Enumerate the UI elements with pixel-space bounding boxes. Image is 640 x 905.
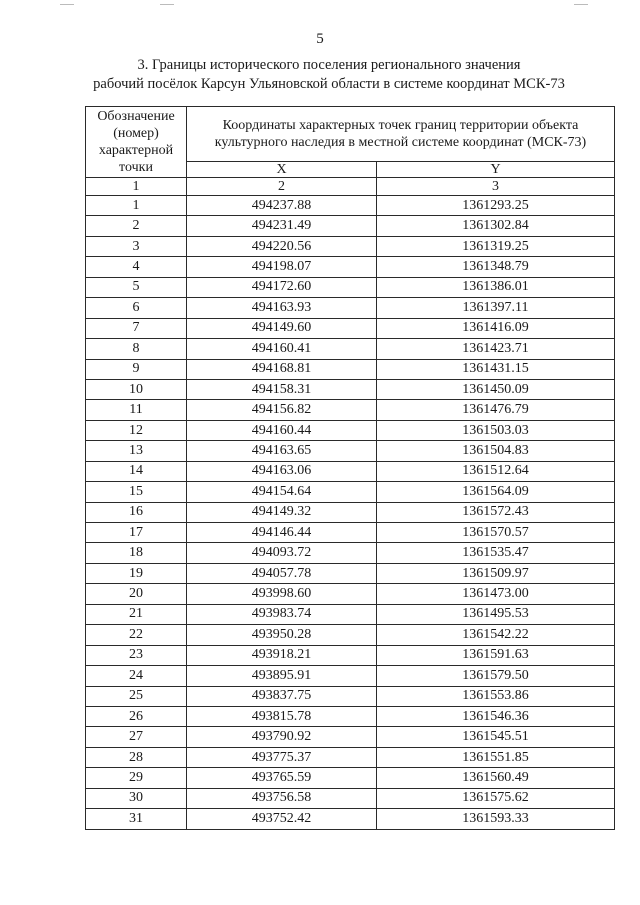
point-number-cell: 28 <box>86 747 187 767</box>
point-number-cell: 2 <box>86 216 187 236</box>
x-coordinate-cell: 493918.21 <box>187 645 377 665</box>
point-number-cell: 20 <box>86 584 187 604</box>
y-coordinate-cell: 1361579.50 <box>377 666 615 686</box>
y-coordinate-cell: 1361593.33 <box>377 809 615 829</box>
table-row <box>86 768 615 788</box>
table-row <box>86 706 615 726</box>
y-coordinate-cell: 1361473.00 <box>377 584 615 604</box>
point-number-cell: 17 <box>86 523 187 543</box>
point-number-cell: 29 <box>86 768 187 788</box>
y-coordinate-cell: 1361319.25 <box>377 236 615 256</box>
header-coordinates: Координаты характерных точек границ территории объекта культурного наследия в местной системе координат (МСК-73) <box>187 107 615 162</box>
x-coordinate-cell: 494237.88 <box>187 196 377 216</box>
table-row <box>86 625 615 645</box>
table-row <box>86 420 615 440</box>
x-coordinate-cell: 493790.92 <box>187 727 377 747</box>
table-row <box>86 318 615 338</box>
x-coordinate-cell: 494146.44 <box>187 523 377 543</box>
table-row <box>86 257 615 277</box>
x-coordinate-cell: 493756.58 <box>187 788 377 808</box>
y-coordinate-cell: 1361416.09 <box>377 318 615 338</box>
table-row <box>86 563 615 583</box>
x-coordinate-cell: 494158.31 <box>187 379 377 399</box>
point-number-cell: 25 <box>86 686 187 706</box>
column-number: 1 <box>86 178 187 196</box>
column-number: 3 <box>377 178 615 196</box>
y-coordinate-cell: 1361572.43 <box>377 502 615 522</box>
title-line-2: рабочий посёлок Карсун Ульяновской области в системе координат МСК-73 <box>93 76 565 92</box>
x-coordinate-cell: 494149.60 <box>187 318 377 338</box>
table-body <box>86 196 615 830</box>
x-coordinate-cell: 494149.32 <box>187 502 377 522</box>
point-number-cell: 8 <box>86 339 187 359</box>
table-row <box>86 502 615 522</box>
y-coordinate-cell: 1361302.84 <box>377 216 615 236</box>
y-coordinate-cell: 1361476.79 <box>377 400 615 420</box>
y-coordinate-cell: 1361535.47 <box>377 543 615 563</box>
x-coordinate-cell: 493837.75 <box>187 686 377 706</box>
x-coordinate-cell: 493815.78 <box>187 706 377 726</box>
table-row <box>86 277 615 297</box>
x-coordinate-cell: 494093.72 <box>187 543 377 563</box>
y-coordinate-cell: 1361503.03 <box>377 420 615 440</box>
y-coordinate-cell: 1361512.64 <box>377 461 615 481</box>
point-number-cell: 6 <box>86 298 187 318</box>
header-x: X <box>187 162 377 178</box>
y-coordinate-cell: 1361553.86 <box>377 686 615 706</box>
point-number-cell: 31 <box>86 809 187 829</box>
y-coordinate-cell: 1361293.25 <box>377 196 615 216</box>
y-coordinate-cell: 1361423.71 <box>377 339 615 359</box>
x-coordinate-cell: 493983.74 <box>187 604 377 624</box>
point-number-cell: 21 <box>86 604 187 624</box>
point-number-cell: 23 <box>86 645 187 665</box>
scan-artifact <box>574 4 588 5</box>
table-row <box>86 216 615 236</box>
x-coordinate-cell: 494168.81 <box>187 359 377 379</box>
x-coordinate-cell: 494057.78 <box>187 563 377 583</box>
document-title <box>40 56 618 94</box>
table-row <box>86 461 615 481</box>
y-coordinate-cell: 1361570.57 <box>377 523 615 543</box>
scan-artifact <box>60 4 74 5</box>
point-number-cell: 11 <box>86 400 187 420</box>
table-row <box>86 747 615 767</box>
point-number-cell: 19 <box>86 563 187 583</box>
y-coordinate-cell: 1361575.62 <box>377 788 615 808</box>
column-number: 2 <box>187 178 377 196</box>
table-row <box>86 788 615 808</box>
point-number-cell: 9 <box>86 359 187 379</box>
x-coordinate-cell: 493998.60 <box>187 584 377 604</box>
point-number-cell: 14 <box>86 461 187 481</box>
point-number-cell: 27 <box>86 727 187 747</box>
point-number-cell: 1 <box>86 196 187 216</box>
y-coordinate-cell: 1361564.09 <box>377 482 615 502</box>
y-coordinate-cell: 1361546.36 <box>377 706 615 726</box>
point-number-cell: 7 <box>86 318 187 338</box>
table-row <box>86 584 615 604</box>
point-number-cell: 12 <box>86 420 187 440</box>
x-coordinate-cell: 494220.56 <box>187 236 377 256</box>
y-coordinate-cell: 1361495.53 <box>377 604 615 624</box>
page-number: 5 <box>316 31 324 47</box>
point-number-cell: 5 <box>86 277 187 297</box>
header-y: Y <box>377 162 615 178</box>
x-coordinate-cell: 494163.65 <box>187 441 377 461</box>
table-row <box>86 298 615 318</box>
point-number-cell: 24 <box>86 666 187 686</box>
table-row <box>86 686 615 706</box>
column-number-row <box>86 178 615 196</box>
x-coordinate-cell: 493775.37 <box>187 747 377 767</box>
y-coordinate-cell: 1361386.01 <box>377 277 615 297</box>
x-coordinate-cell: 493765.59 <box>187 768 377 788</box>
x-coordinate-cell: 493895.91 <box>187 666 377 686</box>
table-row <box>86 482 615 502</box>
x-coordinate-cell: 493950.28 <box>187 625 377 645</box>
y-coordinate-cell: 1361431.15 <box>377 359 615 379</box>
x-coordinate-cell: 494172.60 <box>187 277 377 297</box>
y-coordinate-cell: 1361560.49 <box>377 768 615 788</box>
table-row <box>86 339 615 359</box>
y-coordinate-cell: 1361591.63 <box>377 645 615 665</box>
point-number-cell: 18 <box>86 543 187 563</box>
scan-artifact <box>160 4 174 5</box>
table-row <box>86 236 615 256</box>
table-row <box>86 727 615 747</box>
title-line-1: 3. Границы исторического поселения регионального значения <box>137 57 521 73</box>
x-coordinate-cell: 494160.44 <box>187 420 377 440</box>
table-row <box>86 666 615 686</box>
table-row <box>86 196 615 216</box>
coordinates-table <box>85 106 615 830</box>
y-coordinate-cell: 1361504.83 <box>377 441 615 461</box>
y-coordinate-cell: 1361551.85 <box>377 747 615 767</box>
point-number-cell: 13 <box>86 441 187 461</box>
table-row <box>86 543 615 563</box>
x-coordinate-cell: 494163.93 <box>187 298 377 318</box>
x-coordinate-cell: 494198.07 <box>187 257 377 277</box>
table-row <box>86 359 615 379</box>
y-coordinate-cell: 1361542.22 <box>377 625 615 645</box>
table-row <box>86 809 615 829</box>
point-number-cell: 30 <box>86 788 187 808</box>
header-designation: Обозначение (номер) характерной точки <box>86 107 187 178</box>
table-row <box>86 441 615 461</box>
x-coordinate-cell: 494160.41 <box>187 339 377 359</box>
table-row <box>86 523 615 543</box>
y-coordinate-cell: 1361509.97 <box>377 563 615 583</box>
y-coordinate-cell: 1361348.79 <box>377 257 615 277</box>
point-number-cell: 4 <box>86 257 187 277</box>
point-number-cell: 16 <box>86 502 187 522</box>
point-number-cell: 3 <box>86 236 187 256</box>
table-row <box>86 400 615 420</box>
table-row <box>86 604 615 624</box>
point-number-cell: 10 <box>86 379 187 399</box>
header-row <box>86 107 615 162</box>
point-number-cell: 15 <box>86 482 187 502</box>
x-coordinate-cell: 494156.82 <box>187 400 377 420</box>
y-coordinate-cell: 1361397.11 <box>377 298 615 318</box>
x-coordinate-cell: 493752.42 <box>187 809 377 829</box>
point-number-cell: 26 <box>86 706 187 726</box>
x-coordinate-cell: 494154.64 <box>187 482 377 502</box>
y-coordinate-cell: 1361545.51 <box>377 727 615 747</box>
x-coordinate-cell: 494163.06 <box>187 461 377 481</box>
x-coordinate-cell: 494231.49 <box>187 216 377 236</box>
point-number-cell: 22 <box>86 625 187 645</box>
table-row <box>86 645 615 665</box>
y-coordinate-cell: 1361450.09 <box>377 379 615 399</box>
table-row <box>86 379 615 399</box>
